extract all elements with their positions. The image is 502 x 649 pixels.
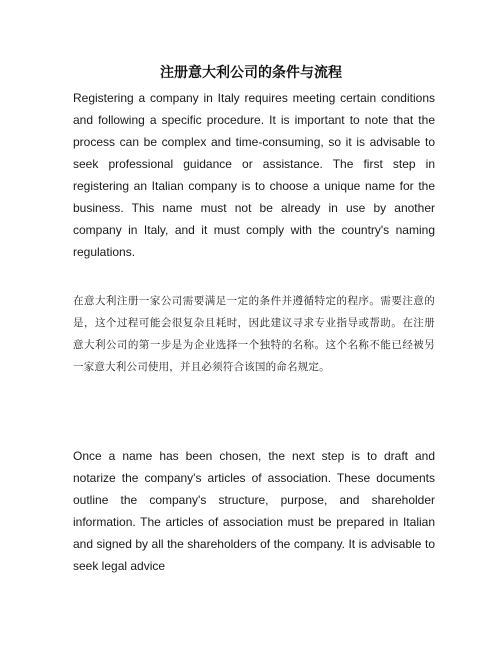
paragraph-chinese-1: 在意大利注册一家公司需要满足一定的条件并遵循特定的程序。需要注意的是，这个过程可能会很复杂且耗时，因此建议寻求专业指导或帮助。在注册意大利公司的第一步是为企业选择一个独特的名称。这个名称不能已经被另一家意大利公司使用，并且必须符合该国的命名规定。 (73, 295, 435, 373)
document-title: 注册意大利公司的条件与流程 (160, 65, 342, 81)
paragraph-english-2: Once a name has been chosen, the next step is to draft and notarize the company's articles of association. These documents outline the company's structure, purpose, and shareholder information. The articles of association must be prepared in Italian and signed by all the shareholders of the company. It is advisable to seek legal advice (73, 449, 435, 573)
paragraph-english-1: Registering a company in Italy requires meeting certain conditions and following a specific procedure. It is important to note that the process can be complex and time-consuming, so it is advisable to seek professional guidance or assistance. The first step in registering an Italian company is to choose a unique name for the business. This name must not be already in use by another company in Italy, and it must comply with the country's naming regulations. (73, 91, 435, 259)
